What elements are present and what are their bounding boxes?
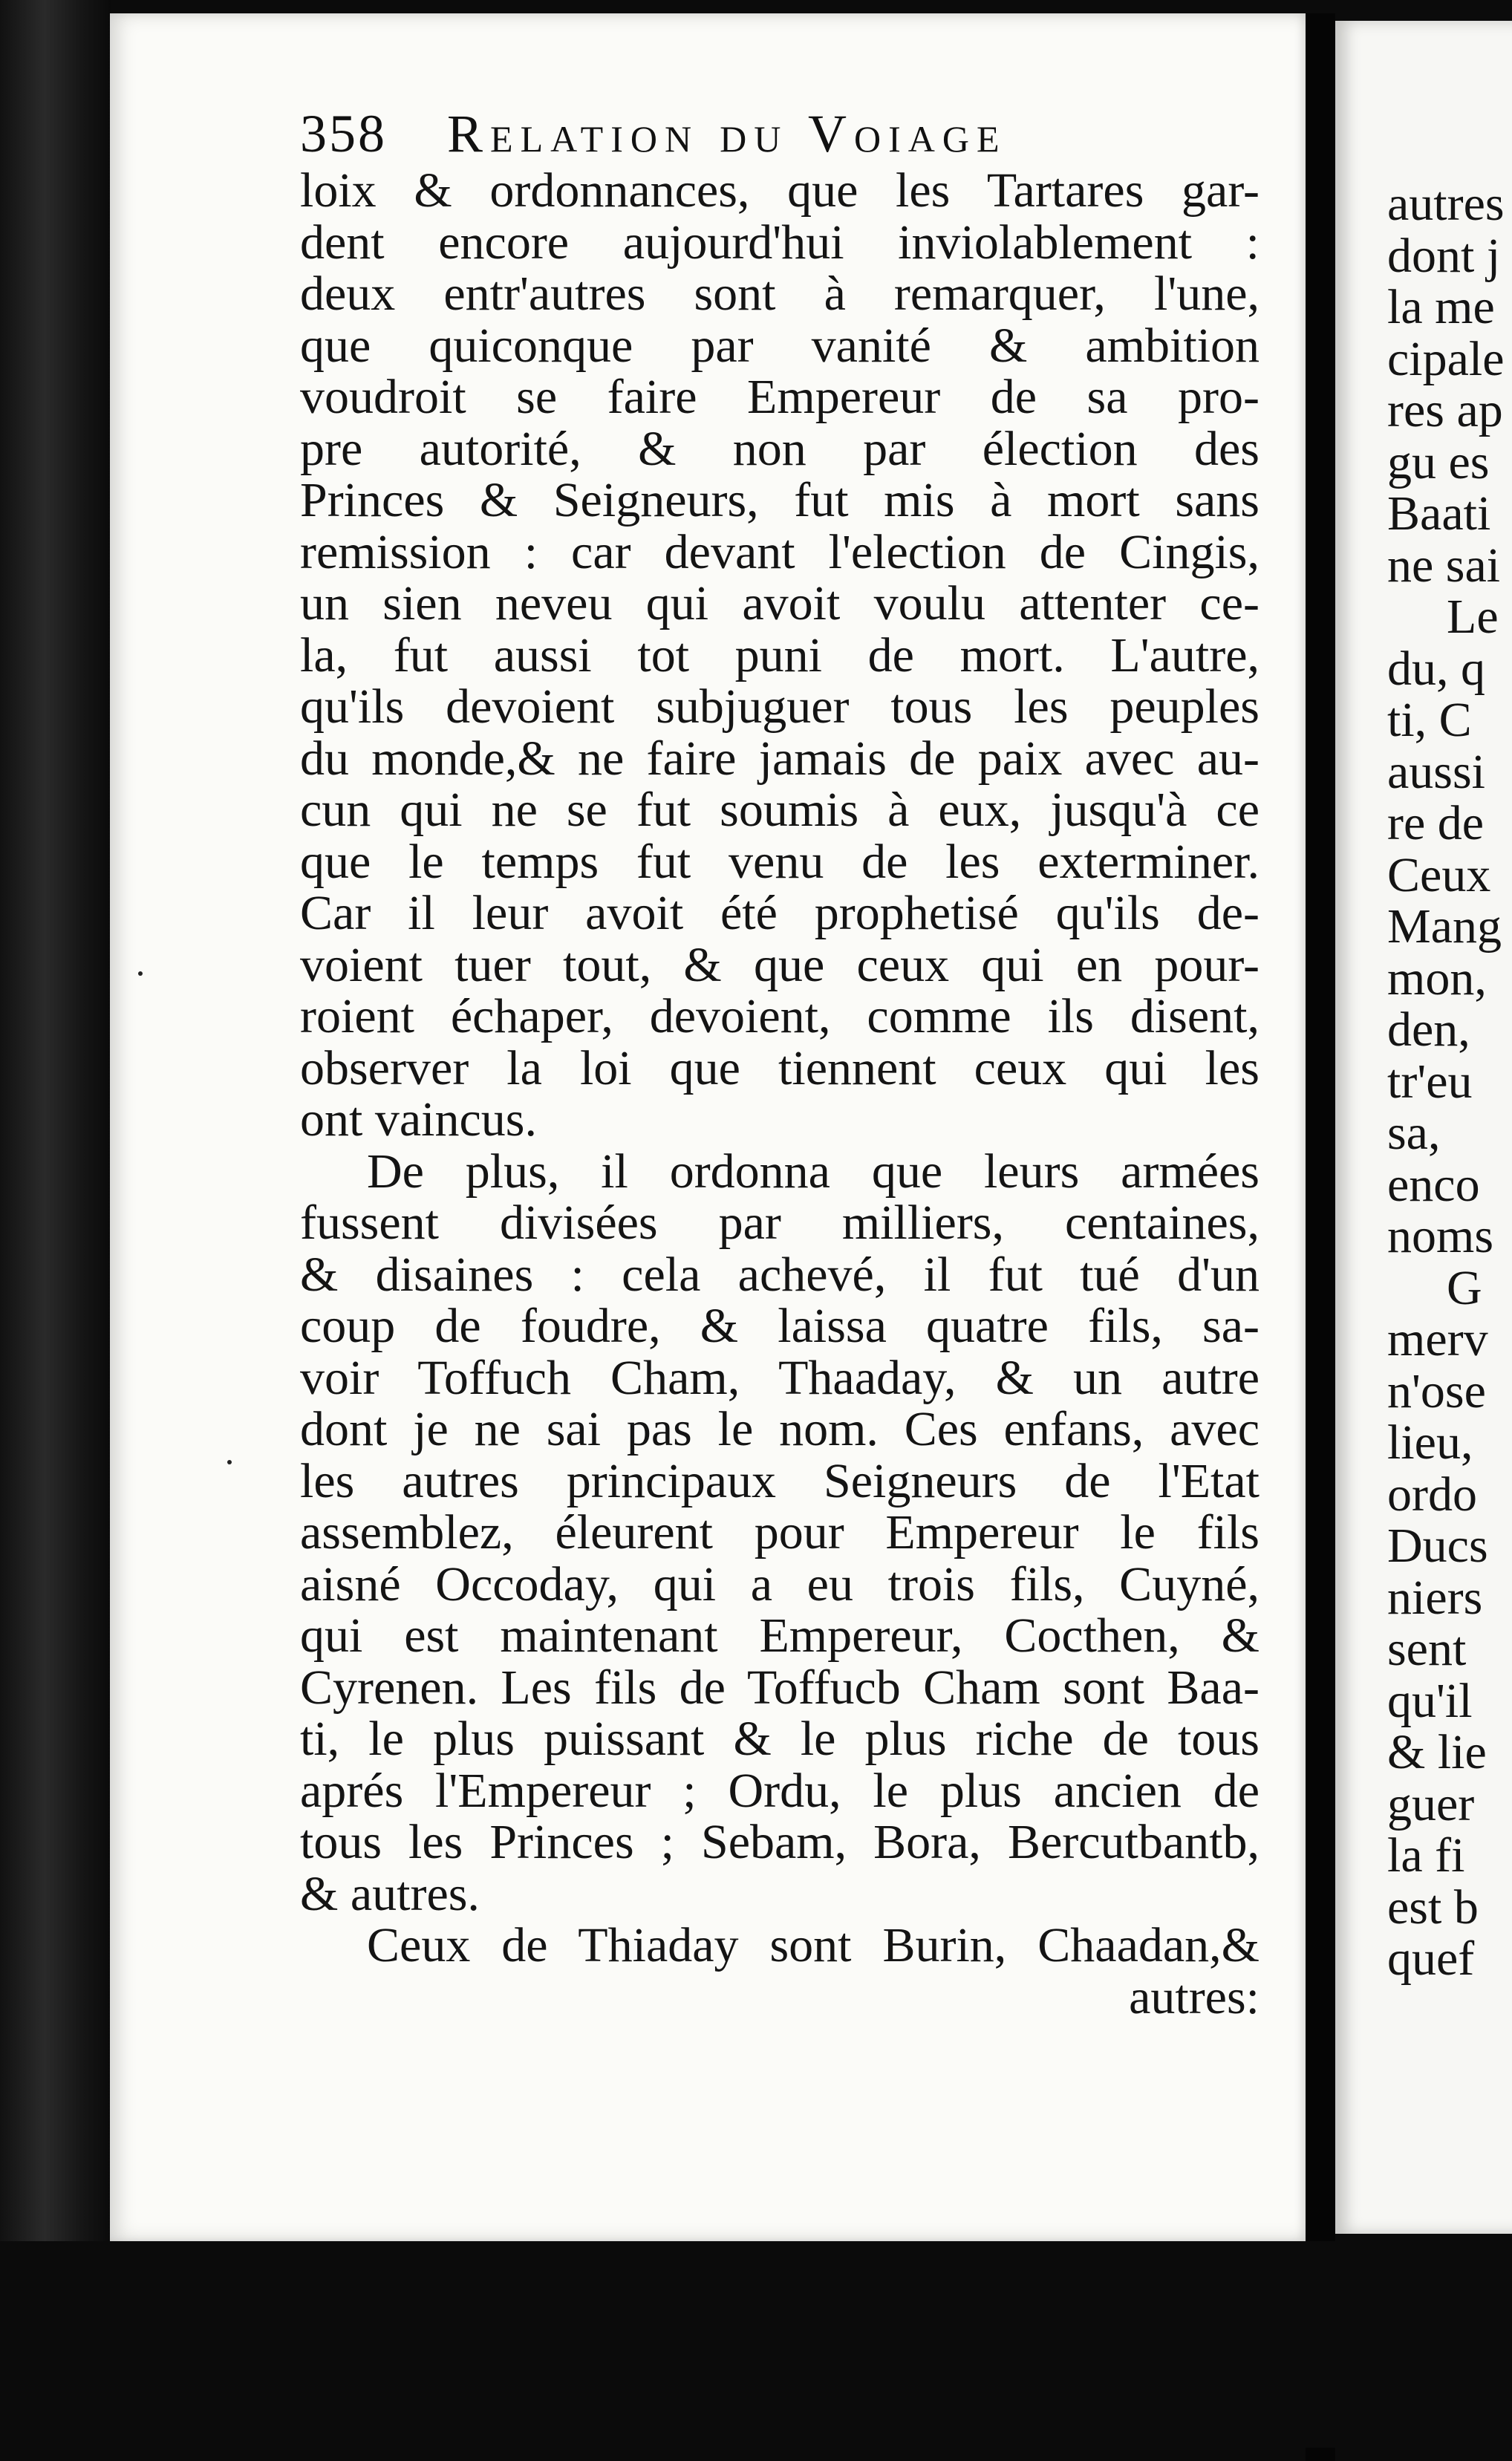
text-line: tous les Princes ; Sebam, Bora, Bercutbantb, [300,1815,1260,1869]
text-line: qui est maintenant Empereur, Cocthen, & [300,1608,1260,1663]
text-line: assemblez, éleurent pour Empereur le fils [300,1505,1260,1559]
facing-text-line: la me [1387,280,1495,334]
book-gutter [1306,13,1335,2461]
text-line: un sien neveu qui avoit voulu attenter ce- [300,576,1260,630]
facing-text-line: ne sai [1387,538,1501,593]
facing-text-line: re de [1387,796,1485,850]
text-line: remission : car devant l'election de Cingis, [300,524,1260,579]
text-line: Cyrenen. Les fils de Toffucb Cham sont Baa- [300,1660,1260,1715]
facing-text-line: tr'eu [1387,1054,1473,1109]
facing-text-line: Le [1447,590,1499,644]
facing-text-line: niers [1387,1570,1483,1625]
facing-text-line: n'ose [1387,1363,1486,1418]
text-line: Princes & Seigneurs, fut mis à mort sans [300,473,1260,527]
margin-speck [227,1460,232,1464]
text-line: dent encore aujourd'hui inviolablement : [300,215,1260,270]
text-line: que quiconque par vanité & ambition [300,318,1260,373]
text-line: ti, le plus puissant & le plus riche de tous [300,1712,1260,1766]
text-line: roient échaper, devoient, comme ils disent, [300,989,1260,1043]
facing-text-line: guer [1387,1776,1475,1831]
facing-text-line: sa, [1387,1106,1441,1160]
catchword: autres: [1129,1969,1260,2024]
facing-text-line: autres [1387,177,1505,231]
page-header [300,100,1213,167]
text-line: voient tuer tout, & que ceux qui en pour- [300,937,1260,992]
facing-text-line: Ducs [1387,1519,1488,1573]
text-line: Ceux de Thiaday sont Burin, Chaadan,& [367,1918,1260,1972]
facing-text-line: Mang [1387,899,1502,954]
text-line: De plus, il ordonna que leurs armées [367,1144,1260,1199]
facing-text-line: Ceux [1387,847,1491,902]
facing-text-line: quef [1387,1932,1475,1986]
facing-text-line: dont j [1387,228,1501,283]
facing-text-line: & lie [1387,1725,1487,1779]
facing-text-line: ordo [1387,1467,1477,1522]
text-line: qu'ils devoient subjuguer tous les peuples [300,679,1260,734]
page-number: 358 [300,104,387,163]
facing-text-line: du, q [1387,641,1485,696]
text-line: fussent divisées par milliers, centaines, [300,1196,1260,1250]
facing-text-line: ti, C [1387,693,1472,747]
text-line: les autres principaux Seigneurs de l'Etat [300,1453,1260,1508]
facing-text-line: merv [1387,1312,1488,1366]
facing-text-line: noms [1387,1209,1494,1263]
margin-speck [138,971,143,976]
scan-background [0,2241,1512,2448]
text-line: Car il leur avoit été prophetisé qu'ils de- [300,886,1260,940]
text-line: & autres. [300,1866,480,1921]
facing-text-line: aussi [1387,744,1485,799]
text-line: aprés l'Empereur ; Ordu, le plus ancien de [300,1763,1260,1818]
text-line: loix & ordonnances, que les Tartares gar- [300,163,1260,218]
facing-text-line: qu'il [1387,1673,1473,1728]
text-line: dont je ne sai pas le nom. Ces enfans, avec [300,1402,1260,1456]
text-line: que le temps fut venu de les exterminer. [300,834,1260,889]
text-line: voir Toffuch Cham, Thaaday, & un autre [300,1350,1260,1405]
text-line: aisné Occoday, qui a eu trois fils, Cuyné, [300,1557,1260,1611]
text-line: du monde,& ne faire jamais de paix avec au- [300,731,1260,786]
facing-page [1335,21,1512,2234]
text-line: & disaines : cela achevé, il fut tué d'un [300,1247,1260,1302]
facing-text-line: la fi [1387,1828,1465,1883]
text-line: pre autorité, & non par élection des [300,421,1260,476]
facing-text-line: res ap [1387,383,1503,437]
text-line: la, fut aussi tot puni de mort. L'autre, [300,628,1260,682]
text-line: ont vaincus. [300,1092,537,1147]
text-line: cun qui ne se fut soumis à eux, jusqu'à ce [300,783,1260,837]
text-line: deux entr'autres sont à remarquer, l'une, [300,267,1260,321]
facing-text-line: mon, [1387,951,1487,1005]
facing-text-line: cipale [1387,331,1505,386]
facing-text-line: sent [1387,1622,1467,1676]
facing-text-line: lieu, [1387,1415,1473,1470]
facing-text-line: enco [1387,1157,1480,1212]
facing-text-line: den, [1387,1003,1470,1057]
text-line: observer la loi que tiennent ceux qui les [300,1040,1260,1095]
left-book-edge [0,0,111,2448]
running-title: Relation du Voiage [447,104,1007,163]
facing-text-line: gu es [1387,434,1490,489]
facing-text-line: Baati [1387,486,1491,541]
facing-text-line: est b [1387,1880,1479,1934]
body-text [300,165,1260,2023]
text-line: voudroit se faire Empereur de sa pro- [300,370,1260,424]
facing-page-text [1387,178,1512,1985]
facing-text-line: G [1447,1260,1482,1315]
text-line: coup de foudre, & laissa quatre fils, sa- [300,1299,1260,1353]
